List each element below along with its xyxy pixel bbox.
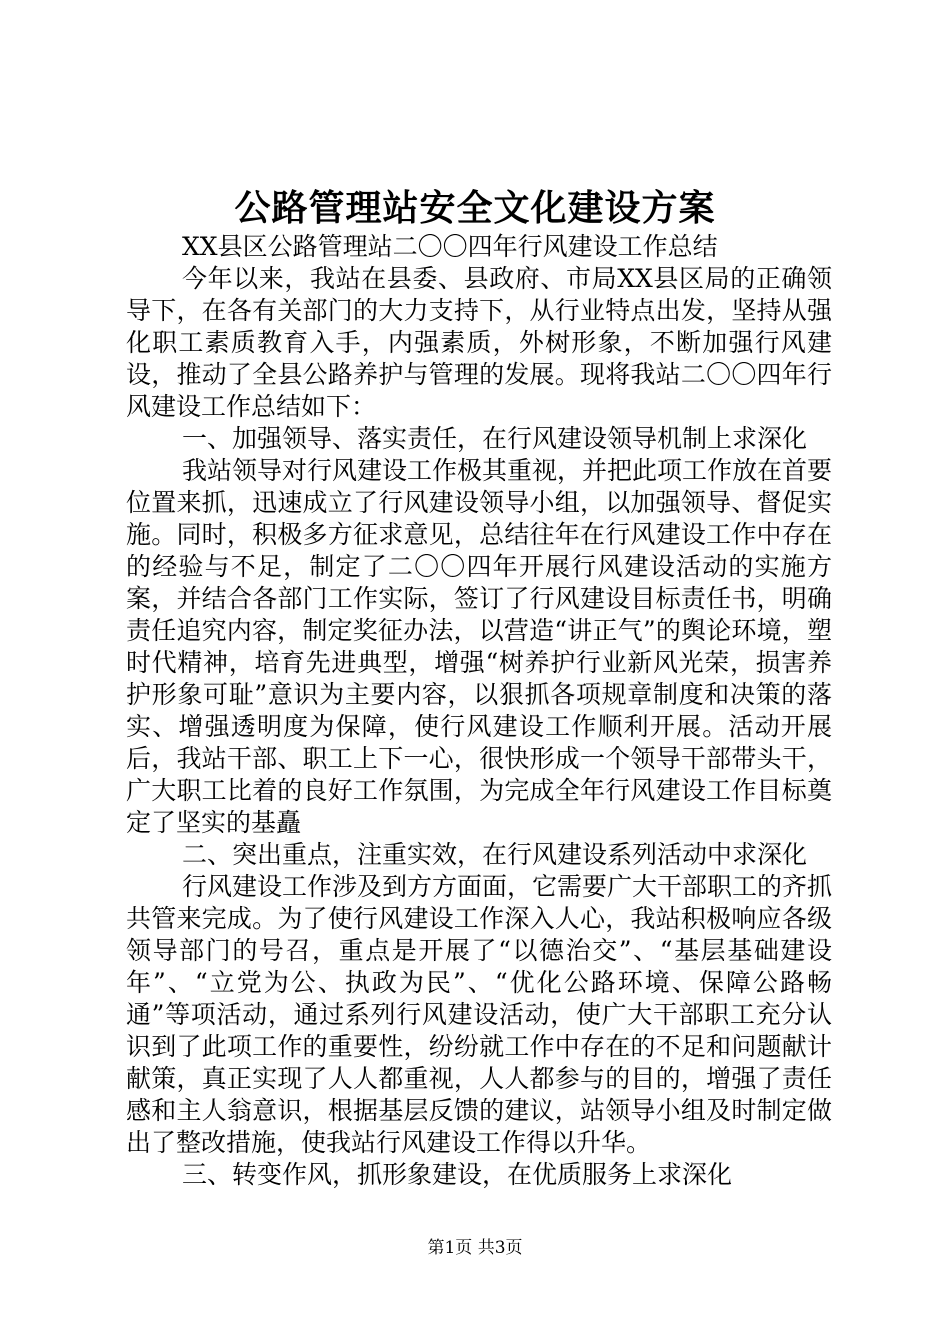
report-heading: XX县区公路管理站二〇〇四年行风建设工作总结	[182, 232, 718, 261]
document-title: 公路管理站安全文化建设方案	[234, 187, 716, 229]
page-footer: 第1页 共3页	[427, 1238, 523, 1258]
document-body	[126, 231, 832, 1191]
section-heading-3: 三、转变作风，抓形象建设，在优质服务上求深化	[182, 1160, 733, 1189]
section-1-paragraph: 我站领导对行风建设工作极其重视，并把此项工作放在首要位置来抓，迅速成立了行风建设领导小组，以加强领导、督促实施。同时，积极多方征求意见，总结往年在行风建设工作中存在的经验与不足，制定了二〇〇四年开展行风建设活动的实施方案，并结合各部门工作实际，签订了行风建设目标责任书，明确责任追究内容，制定奖征办法，以营造“讲正气”的舆论环境，塑时代精神，培育先进典型，增强“树养护行业新风光荣，损害养护形象可耻”意识为主要内容，以狠抓各项规章制度和决策的落实、增强透明度为保障，使行风建设工作顺利开展。活动开展后，我站干部、职工上下一心，很快形成一个领导干部带头干，广大职工比着的良好工作氛围，为完成全年行风建设工作目标奠定了坚实的基矗	[126, 456, 833, 837]
section-heading-2: 二、突出重点，注重实效，在行风建设系列活动中求深化	[182, 840, 808, 869]
section-2-paragraph: 行风建设工作涉及到方方面面，它需要广大干部职工的齐抓共管来完成。为了使行风建设工作深入人心，我站积极响应各级领导部门的号召，重点是开展了“以德治交”、“基层基础建设年”、“立党为公、执政为民”、“优化公路环境、保障公路畅通”等项活动，通过系列行风建设活动，使广大干部职工充分认识到了此项工作的重要性，纷纷就工作中存在的不足和问题献计献策，真正实现了人人都重视，人人都参与的目的，增强了责任感和主人翁意识，根据基层反馈的建议，站领导小组及时制定做出了整改措施，使我站行风建设工作得以升华。	[126, 872, 833, 1157]
section-heading-1: 一、加强领导、落实责任，在行风建设领导机制上求深化	[182, 424, 808, 453]
intro-paragraph: 今年以来，我站在县委、县政府、市局XX县区局的正确领导下，在各有关部门的大力支持下，从行业特点出发，坚持从强化职工素质教育入手，内强素质，外树形象，不断加强行风建设，推动了全县公路养护与管理的发展。现将我站二〇〇四年行风建设工作总结如下：	[126, 264, 832, 421]
